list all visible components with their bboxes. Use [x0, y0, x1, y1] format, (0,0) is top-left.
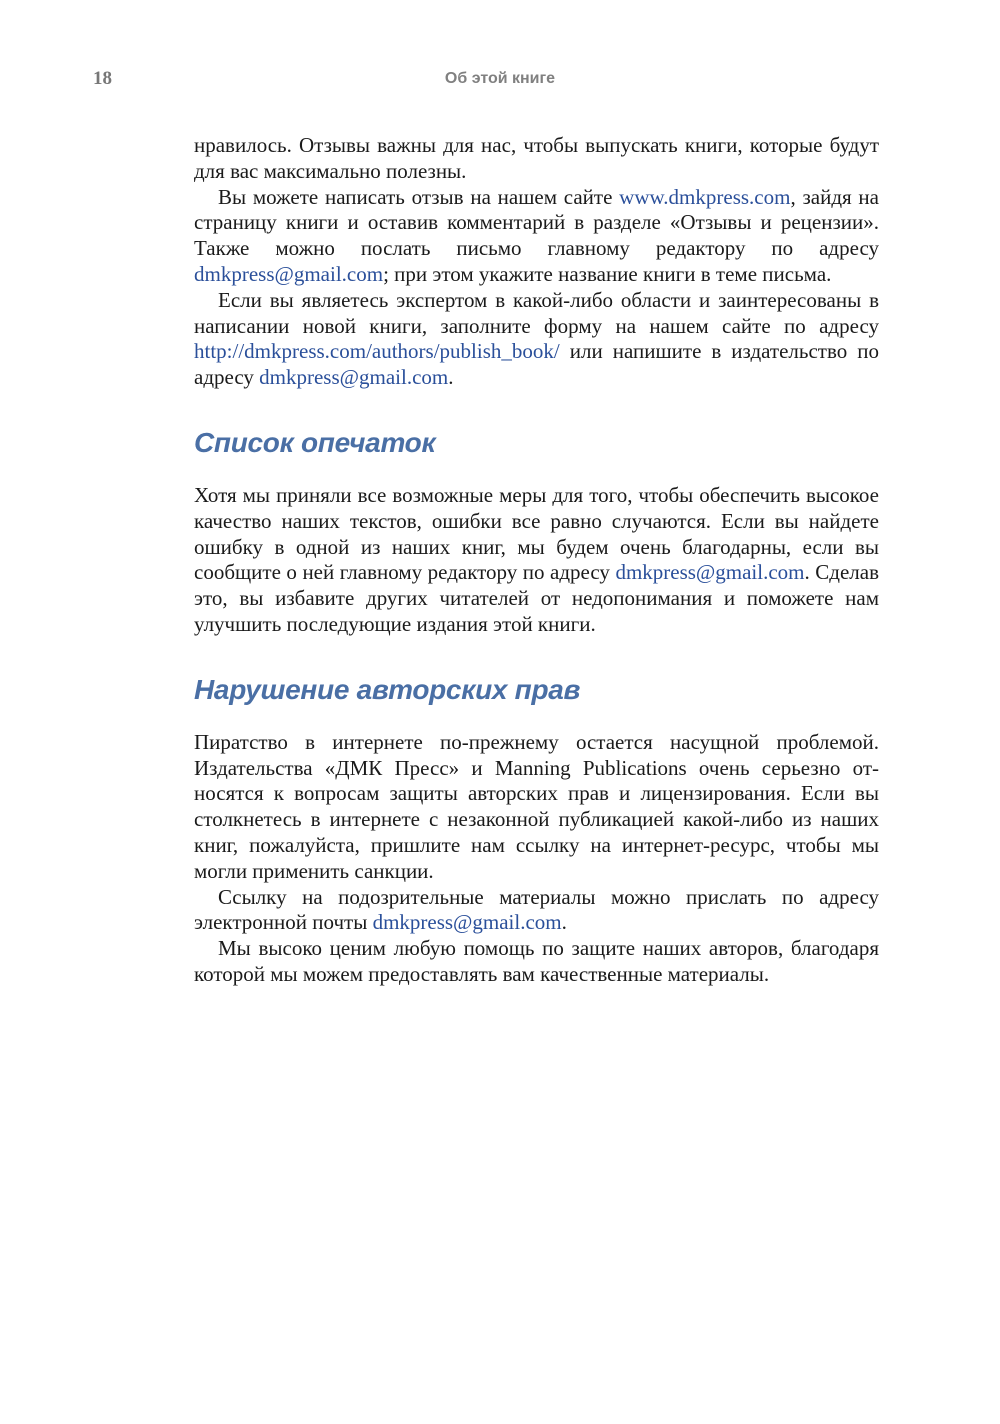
- page-content: [194, 133, 879, 988]
- feedback-paragraph-1: нравилось. Отзывы важны для нас, чтобы выпускать книги, которые будут для вас максимально полезны.: [194, 133, 879, 183]
- errata-heading: Список опечаток: [194, 426, 436, 458]
- piracy-paragraph-1: Пиратство в интернете по-прежнему остается насущной проблемой. Издательства «ДМК Пресс» и Manning Publications очень серьезно относятся к вопросам защиты авторских прав и лицензирования. Если вы столкнетесь в интернете с незаконной публикацией какой-либо из наших книг, пожалуйста, пришлите нам ссылку на интернет-ресурс, чтобы мы могли применить санкции.: [194, 729, 879, 883]
- piracy-email-link[interactable]: dmkpress@gmail.com: [372, 910, 562, 935]
- feedback-paragraph-2: Вы можете написать отзыв на нашем сайте www.dmkpress.com, зайдя на страницу книги и оставив комментарий в разделе «Отзывы и рецензии». Также можно послать письмо главному редактору по адресу dmkpress@gmail.com; при этом укажите название книги в теме письма.: [194, 184, 879, 286]
- piracy-paragraph-3: Мы высоко ценим любую помощь по защите наших авторов, благодаря которой мы можем предоставлять вам качественные материалы.: [194, 936, 879, 986]
- errata-email-link[interactable]: dmkpress@gmail.com: [615, 560, 805, 585]
- page-header: [93, 68, 907, 98]
- running-title: Об этой книге: [444, 70, 556, 87]
- feedback-paragraph-3: Если вы являетесь экспертом в какой-либо области и заинтересованы в написании новой книги, заполните форму на нашем сайте по адресу http://dmkpress.com/authors/publish_book/ или напишите в издательство по адресу dmkpress@gmail.com.: [194, 287, 879, 390]
- publish-book-link[interactable]: http://dmkpress.com/authors/publish_book/: [194, 339, 560, 364]
- publisher-email-link[interactable]: dmkpress@gmail.com: [259, 365, 449, 390]
- piracy-heading: Нарушение авторских прав: [194, 673, 581, 705]
- website-link[interactable]: www.dmkpress.com: [619, 184, 791, 209]
- page-number: 18: [93, 68, 112, 89]
- errata-paragraph: Хотя мы приняли все возможные меры для того, чтобы обеспечить высокое качество наших текстов, ошибки все равно случаются. Если вы найдете ошибку в одной из наших книг, мы будем очень благодарны, если вы сообщите о ней главному редактору по адресу dmkpress@gmail.com. Сделав это, вы избавите других читателей от недопонимания и поможете нам улучшить последующие издания этой книги.: [194, 482, 879, 636]
- editor-email-link[interactable]: dmkpress@gmail.com: [194, 261, 384, 286]
- piracy-paragraph-2: Ссылку на подозрительные материалы можно прислать по адресу электронной почты dmkpress@gmail.com.: [194, 884, 879, 935]
